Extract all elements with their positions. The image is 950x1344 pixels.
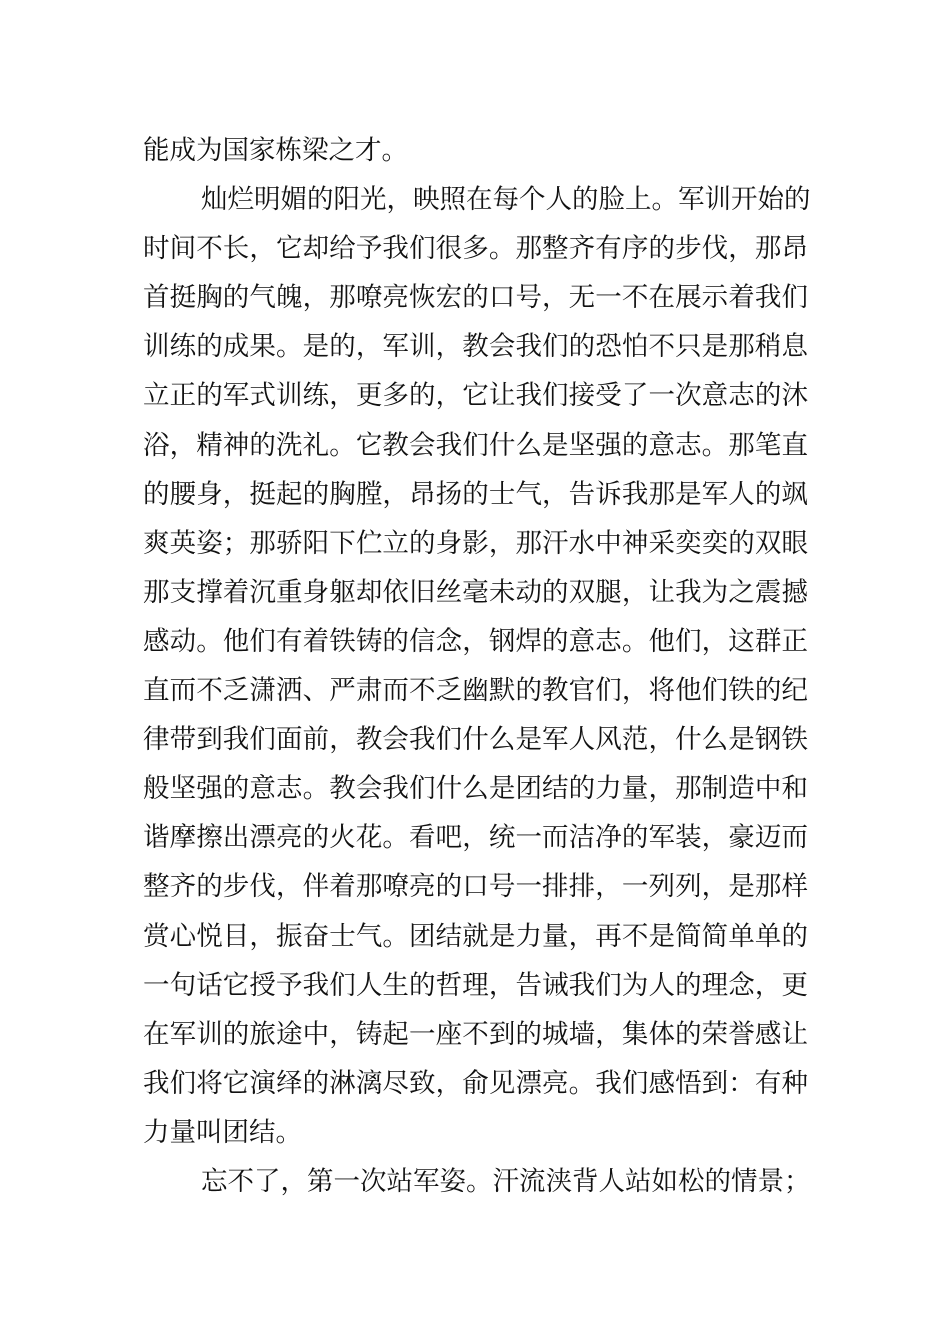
paragraph-first-line: 忘不了，第一次站军姿。汗流浃背人站如松的情景； [201, 1165, 811, 1197]
text-line: 训练的成果。是的，军训，教会我们的恐怕不只是那稍息 [143, 331, 808, 363]
text-line: 首挺胸的气魄，那嘹亮恢宏的口号，无一不在展示着我们 [143, 282, 808, 314]
text-line: 爽英姿；那骄阳下伫立的身影，那汗水中神采奕奕的双眼 [143, 527, 808, 559]
text-line: 我们将它演绎的淋漓尽致，俞见漂亮。我们感悟到：有种 [143, 1067, 808, 1099]
text-line: 力量叫团结。 [143, 1116, 302, 1148]
text-line: 般坚强的意志。教会我们什么是团结的力量，那制造中和 [143, 773, 808, 805]
text-line: 感动。他们有着铁铸的信念，钢焊的意志。他们，这群正 [143, 625, 808, 657]
text-line: 能成为国家栋梁之才。 [143, 135, 408, 166]
text-line: 的腰身，挺起的胸膛，昂扬的士气，告诉我那是军人的飒 [143, 478, 808, 510]
text-line: 律带到我们面前，教会我们什么是军人风范，什么是钢铁 [143, 724, 808, 756]
text-line: 时间不长，它却给予我们很多。那整齐有序的步伐，那昂 [143, 233, 808, 265]
text-line: 那支撑着沉重身躯却依旧丝毫未动的双腿，让我为之震撼 [143, 576, 808, 608]
text-line: 一句话它授予我们人生的哲理，告诫我们为人的理念，更 [143, 969, 808, 1001]
text-line: 立正的军式训练，更多的，它让我们接受了一次意志的沐 [143, 380, 808, 412]
text-line: 浴，精神的洗礼。它教会我们什么是坚强的意志。那笔直 [143, 429, 808, 461]
paragraph-first-line: 灿烂明媚的阳光，映照在每个人的脸上。军训开始的 [201, 184, 811, 216]
text-line: 在军训的旅途中，铸起一座不到的城墙，集体的荣誉感让 [143, 1018, 808, 1050]
text-line: 谐摩擦出漂亮的火花。看吧，统一而洁净的军装，豪迈而 [143, 822, 808, 854]
text-line: 赏心悦目，振奋士气。团结就是力量，再不是简简单单的 [143, 920, 808, 952]
body-text [143, 126, 811, 1206]
text-line: 直而不乏潇洒、严肃而不乏幽默的教官们，将他们铁的纪 [143, 675, 808, 707]
text-line: 整齐的步伐，伴着那嘹亮的口号一排排，一列列，是那样 [143, 871, 808, 903]
